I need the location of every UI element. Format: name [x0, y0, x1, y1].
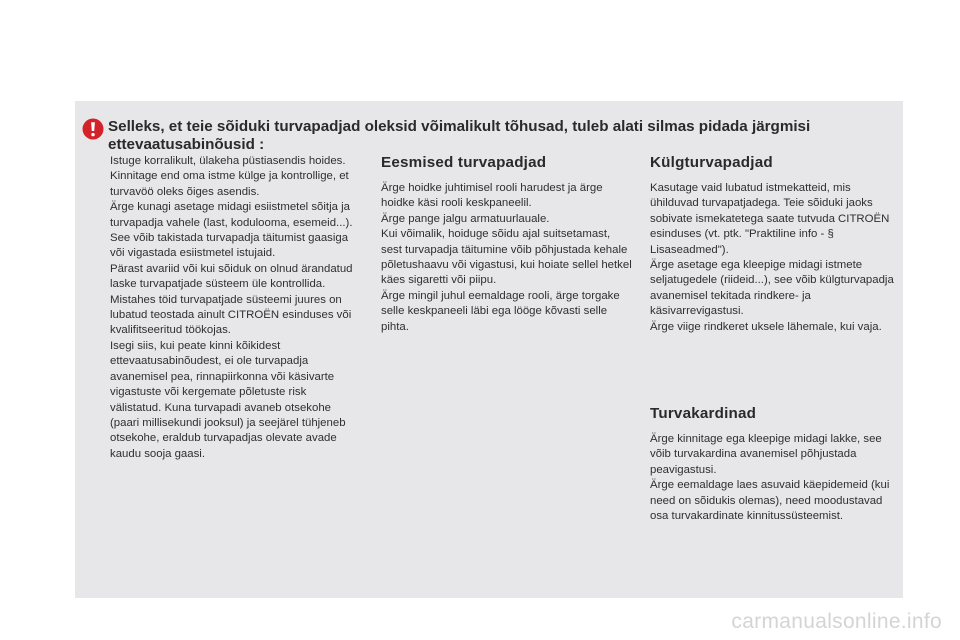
- intro-line: Pärast avariid või kui sõiduk on olnud ärandatud laske turvapatjade süsteem üle kontrollida.: [110, 262, 353, 291]
- curtain-line: Ärge kinnitage ega kleepige midagi lakke, see võib turvakardina avanemisel põhjustada peavigastusi.: [650, 433, 882, 476]
- front-line: Ärge mingil juhul eemaldage rooli, ärge torgake selle keskpaneeli läbi ega lööge kõvasti selle pihta.: [381, 289, 620, 333]
- intro-line: Kinnitage end oma istme külge ja kontrollige, et turvavöö oleks õiges asendis.: [110, 170, 349, 198]
- watermark: carmanualsonline.info: [731, 610, 942, 633]
- warning-icon: [82, 118, 104, 140]
- side-line: Ärge asetage ega kleepige midagi istmete seljatugedele (riideid...), see võib külgturvapadja avanemisel tekitada rindkere- ja käsivarrevigastusi.: [650, 259, 894, 318]
- front-airbags-title: Eesmised turvapadjad: [381, 154, 547, 171]
- side-line: Kasutage vaid lubatud istmekatteid, mis ühilduvad turvapatjadega. Teie sõiduki jaoks sobivate ismekatetega saate tutvuda CITROËN esinduses (vt. ptk. "Praktiline info - § Lisaseadmed").: [650, 182, 890, 256]
- side-line: Ärge viige rindkeret uksele lähemale, kui vaja.: [650, 320, 882, 333]
- intro-column: [110, 154, 360, 462]
- side-airbags-title: Külgturvapadjad: [650, 154, 773, 171]
- intro-line: Mistahes töid turvapatjade süsteemi juures on lubatud teostada ainult CITROËN esinduses või kvalifitseeritud töökojas.: [110, 293, 352, 337]
- intro-line: Ärge kunagi asetage midagi esiistmetel sõitja ja turvapadja vahele (last, kodulooma, esemeid...). See võib takistada turvapadja täitumist gaasiga või vigastada esiistmetel istujaid.: [110, 201, 353, 260]
- intro-line: Istuge korralikult, ülakeha püstiasendis hoides.: [110, 155, 346, 167]
- curtain-airbags-title: Turvakardinad: [650, 405, 757, 422]
- warning-heading: Selleks, et teie sõiduki turvapadjad oleksid võimalikult tõhusad, tuleb alati silmas pidada järgmisi ettevaatusabinõusid :: [108, 118, 811, 153]
- front-line: Ärge hoidke juhtimisel rooli harudest ja ärge hoidke käsi rooli keskpaneelil.: [381, 182, 603, 210]
- side-airbags-section: [650, 154, 898, 335]
- intro-line: Isegi siis, kui peate kinni kõikidest ettevaatusabinõudest, ei ole turvapadja avanemisel pea, rinnapiirkonna või käsivarte vigastuste või kergemate põletuste risk välistatud. Kuna turvapadi avaneb otsekohe (paari millisekundi jooksul) ja seejärel tühjeneb otsekohe, eraldub turvapadjas olevate avade kaudu sooja gaasi.: [110, 339, 346, 460]
- curtain-airbags-section: [650, 405, 898, 524]
- curtain-line: Ärge eemaldage laes asuvaid käepidemeid (kui need on sõidukis olemas), need moodustavad osa turvakardinate kinnitussüsteemist.: [650, 479, 890, 523]
- front-line: Kui võimalik, hoiduge sõidu ajal suitsetamast, sest turvapadja täitumine võib põhjustada kehale põletushaavu või vigastusi, kui hoiate sellel hetkel käes sigaretti või piipu.: [381, 228, 632, 287]
- front-airbags-section: [381, 154, 633, 335]
- front-line: Ärge pange jalgu armatuurlauale.: [381, 212, 550, 225]
